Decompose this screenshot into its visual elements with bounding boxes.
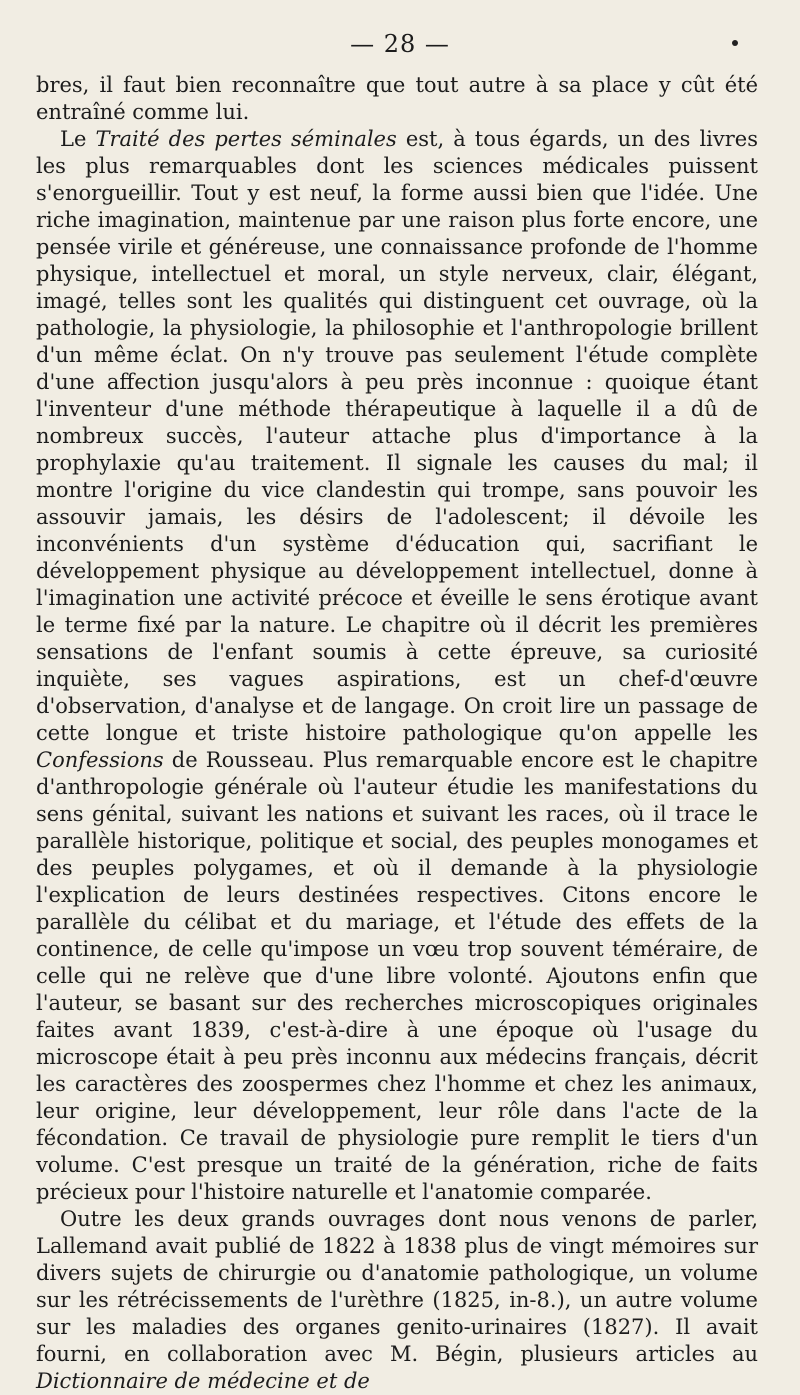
p2-end: de Rousseau. Plus remarquable encore est le chapitre d'anthropologie générale où l'auteur étudie les manifestations du sens génital, suivant les nations et suivant les races, où il trace le parallèle historique, politique et social, des peuples monogames et des peuples polygames, et où il demande à la physiologie l'explication de leurs destinées respectives. Citons encore le parallèle du célibat et du mariage, et l'étude des effets de la continence, de celle qu'impose un vœu trop souvent téméraire, de celle qui ne relève que d'une libre volonté. Ajoutons enfin que l'auteur, se basant sur des recherches microscopiques originales faites avant 1839, c'est-à-dire à une époque où l'usage du microscope était à peu près inconnu aux médecins français, décrit les caractères des zoospermes chez l'homme et chez les animaux, leur origine, leur développement, leur rôle dans l'acte de la fécondation. Ce travail de physiologie pure remplit le tiers d'un volume. C'est presque un traité de la génération, riche de faits précieux pour l'histoire naturelle et l'anatomie comparée. — [36, 748, 758, 1204]
page-number: — 28 — — [350, 30, 450, 58]
text-body — [36, 72, 758, 1395]
p3-text: Outre les deux grands ouvrages dont nous venons de parler, Lallemand avait publié de 1822 à 1838 plus de vingt mémoires sur divers sujets de chirurgie ou d'anatomie pathologique, un volume sur les rétrécissements de l'urèthre (1825, in-8.), un autre volume sur les maladies des organes genito-urinaires (1827). Il avait fourni, en collaboration avec M. Bégin, plusieurs articles au — [36, 1207, 758, 1366]
paragraph-2 — [36, 126, 758, 1206]
title-confessions: Confessions — [36, 748, 164, 772]
paragraph-1: bres, il faut bien reconnaître que tout autre à sa place y cût été entraîné comme lui. — [36, 73, 758, 124]
p2-middle: est, à tous égards, un des livres les plus remarquables dont les sciences médicales puissent s'enorgueillir. Tout y est neuf, la forme aussi bien que l'idée. Une riche imagination, maintenue par une raison plus forte encore, une pensée virile et généreuse, une connaissance profonde de l'homme physique, intellectuel et moral, un style nerveux, clair, élégant, imagé, telles sont les qualités qui distinguent cet ouvrage, où la pathologie, la physiologie, la philosophie et l'anthropologie brillent d'un même éclat. On n'y trouve pas seulement l'étude complète d'une affection jusqu'alors à peu près inconnue : quoique étant l'inventeur d'une méthode thérapeutique à laquelle il a dû de nombreux succès, l'auteur attache plus d'importance à la prophylaxie qu'au traitement. Il signale les causes du mal; il montre l'origine du vice clandestin qui trompe, sans pouvoir les assouvir jamais, les désirs de l'adolescent; il dévoile les inconvénients d'un système d'éducation qui, sacrifiant le développement physique au développement intellectuel, donne à l'imagination une activité précoce et éveille le sens érotique avant le terme fixé par la nature. Le chapitre où il décrit les premières sensations de l'enfant soumis à cette épreuve, sa curiosité inquiète, ses vagues aspirations, est un chef-d'œuvre d'observation, d'analyse et de langage. On croit lire un passage de cette longue et triste histoire pathologique qu'on appelle les — [36, 127, 758, 745]
paragraph-3 — [36, 1206, 758, 1395]
p2-start: Le — [60, 127, 96, 151]
title-traite-pertes-seminales: Traité des pertes séminales — [95, 127, 397, 151]
ink-dot — [732, 40, 738, 46]
title-dictionnaire: Dictionnaire de médecine et de — [36, 1369, 370, 1393]
